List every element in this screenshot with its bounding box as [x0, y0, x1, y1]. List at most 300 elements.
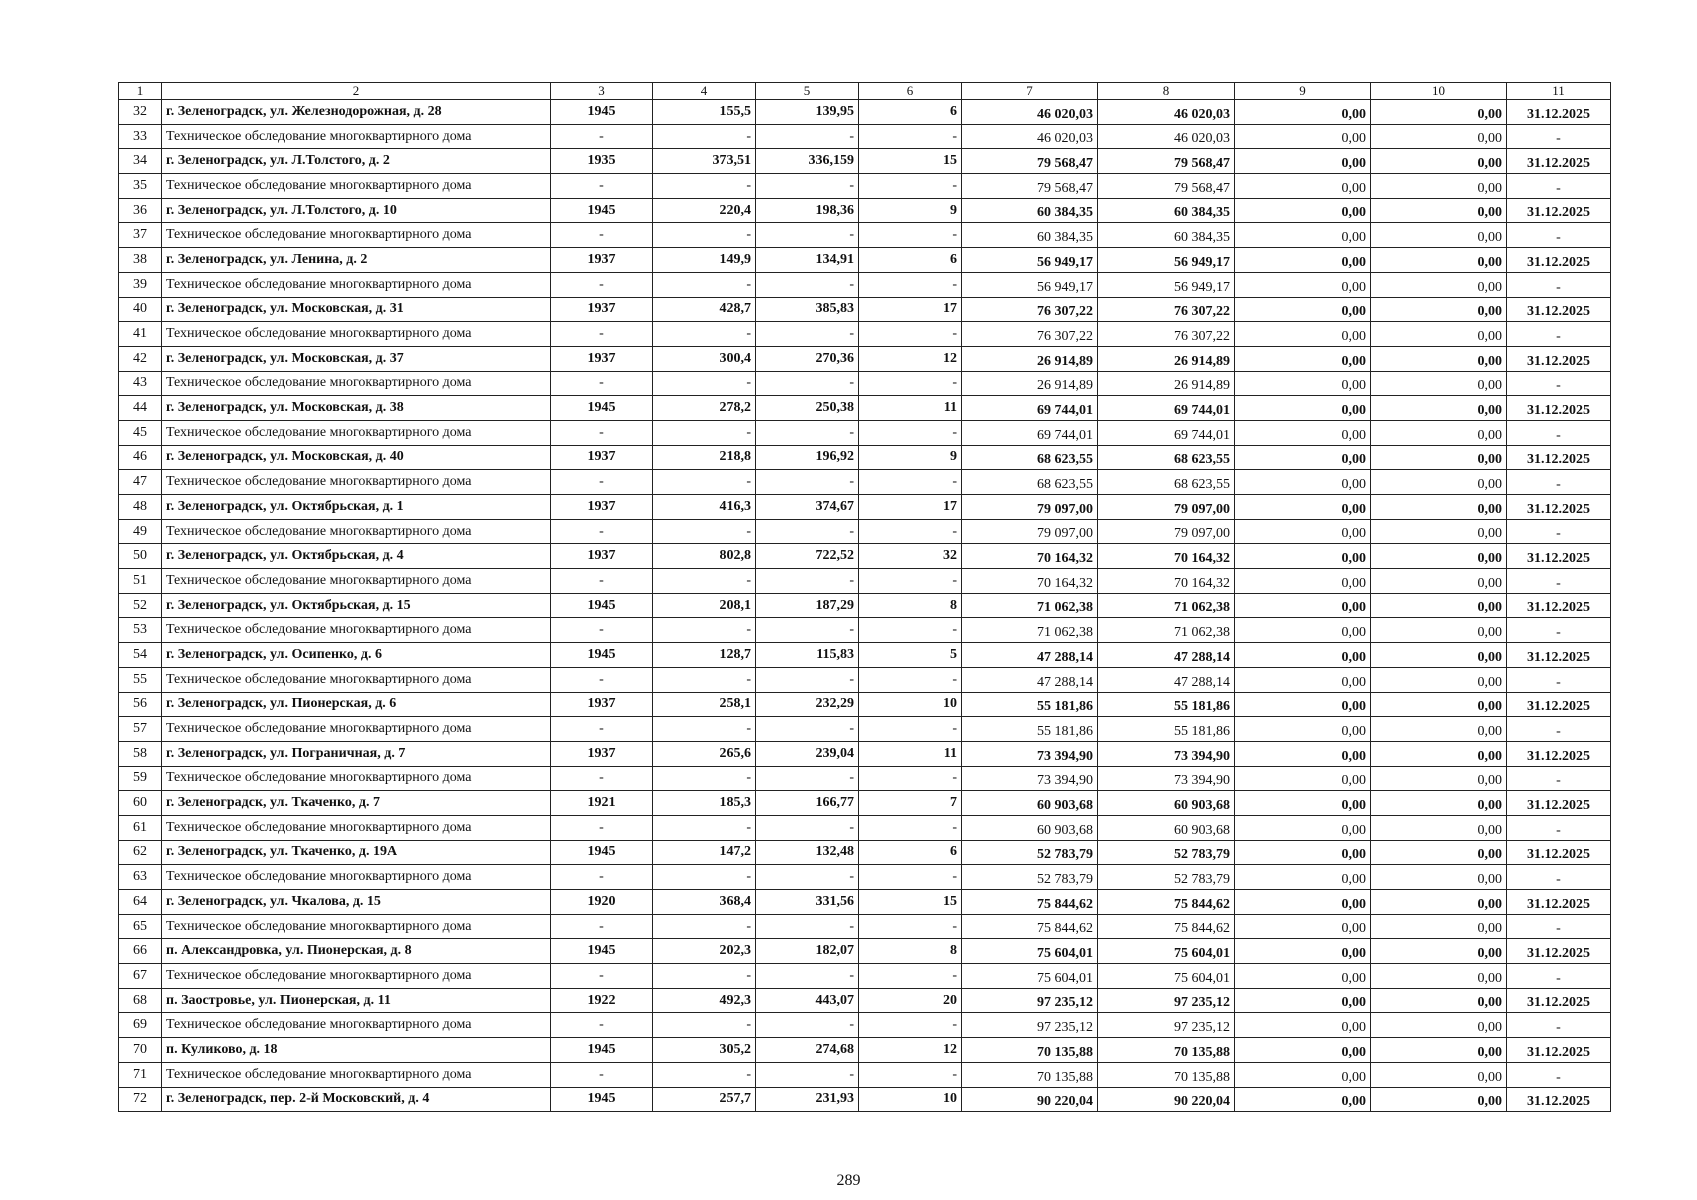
fund-cost-cell: 75 844,62 [1098, 890, 1235, 915]
residents-count-cell: - [859, 519, 962, 544]
living-area-cell: 166,77 [756, 791, 859, 816]
fund-cost-cell: 76 307,22 [1098, 297, 1235, 322]
other-cost-cell: 0,00 [1371, 643, 1507, 668]
completion-date-cell: - [1507, 174, 1611, 199]
total-cost-cell: 70 164,32 [962, 544, 1098, 569]
completion-date-cell: 31.12.2025 [1507, 1087, 1611, 1112]
living-area-cell: 385,83 [756, 297, 859, 322]
total-cost-cell: 60 384,35 [962, 198, 1098, 223]
budget-cost-cell: 0,00 [1235, 717, 1371, 742]
total-cost-cell: 79 568,47 [962, 149, 1098, 174]
total-area-cell: - [653, 964, 756, 989]
fund-cost-cell: 79 568,47 [1098, 149, 1235, 174]
other-cost-cell: 0,00 [1371, 124, 1507, 149]
row-number-cell: 67 [119, 964, 162, 989]
year-built-cell: 1937 [551, 248, 653, 273]
total-cost-cell: 68 623,55 [962, 445, 1098, 470]
living-area-cell: 250,38 [756, 396, 859, 421]
other-cost-cell: 0,00 [1371, 717, 1507, 742]
other-cost-cell: 0,00 [1371, 248, 1507, 273]
address-name-cell: Техническое обследование многоквартирного дома [162, 272, 551, 297]
address-name-cell: Техническое обследование многоквартирного дома [162, 569, 551, 594]
house-row [119, 396, 1611, 421]
residents-count-cell: - [859, 914, 962, 939]
total-cost-cell: 60 384,35 [962, 223, 1098, 248]
other-cost-cell: 0,00 [1371, 569, 1507, 594]
total-cost-cell: 47 288,14 [962, 667, 1098, 692]
living-area-cell: - [756, 865, 859, 890]
completion-date-cell: 31.12.2025 [1507, 840, 1611, 865]
house-row [119, 544, 1611, 569]
house-row [119, 643, 1611, 668]
year-built-cell: - [551, 964, 653, 989]
other-cost-cell: 0,00 [1371, 1087, 1507, 1112]
row-number-cell: 57 [119, 717, 162, 742]
page-number: 289 [836, 1172, 861, 1189]
residents-count-cell: - [859, 717, 962, 742]
house-row [119, 149, 1611, 174]
row-number-cell: 39 [119, 272, 162, 297]
column-number: 9 [1235, 83, 1371, 100]
living-area-cell: 443,07 [756, 988, 859, 1013]
residents-count-cell: 12 [859, 1038, 962, 1063]
residents-count-cell: 15 [859, 149, 962, 174]
completion-date-cell: 31.12.2025 [1507, 791, 1611, 816]
column-number: 11 [1507, 83, 1611, 100]
living-area-cell: - [756, 1013, 859, 1038]
house-row [119, 988, 1611, 1013]
completion-date-cell: - [1507, 766, 1611, 791]
fund-cost-cell: 68 623,55 [1098, 470, 1235, 495]
fund-cost-cell: 26 914,89 [1098, 346, 1235, 371]
fund-cost-cell: 60 903,68 [1098, 815, 1235, 840]
year-built-cell: - [551, 420, 653, 445]
work-row [119, 470, 1611, 495]
fund-cost-cell: 60 903,68 [1098, 791, 1235, 816]
total-area-cell: 368,4 [653, 890, 756, 915]
other-cost-cell: 0,00 [1371, 519, 1507, 544]
living-area-cell: 274,68 [756, 1038, 859, 1063]
other-cost-cell: 0,00 [1371, 840, 1507, 865]
residents-count-cell: 10 [859, 1087, 962, 1112]
row-number-cell: 68 [119, 988, 162, 1013]
other-cost-cell: 0,00 [1371, 964, 1507, 989]
completion-date-cell: - [1507, 223, 1611, 248]
year-built-cell: 1937 [551, 297, 653, 322]
fund-cost-cell: 52 783,79 [1098, 840, 1235, 865]
house-row [119, 593, 1611, 618]
address-name-cell: г. Зеленоградск, ул. Железнодорожная, д. 28 [162, 100, 551, 125]
table-body [119, 83, 1611, 1112]
address-name-cell: Техническое обследование многоквартирного дома [162, 420, 551, 445]
total-area-cell: - [653, 322, 756, 347]
residents-count-cell: - [859, 223, 962, 248]
address-name-cell: г. Зеленоградск, пер. 2-й Московский, д. 4 [162, 1087, 551, 1112]
house-row [119, 495, 1611, 520]
fund-cost-cell: 70 164,32 [1098, 544, 1235, 569]
total-area-cell: - [653, 667, 756, 692]
row-number-cell: 63 [119, 865, 162, 890]
total-cost-cell: 55 181,86 [962, 717, 1098, 742]
other-cost-cell: 0,00 [1371, 939, 1507, 964]
other-cost-cell: 0,00 [1371, 593, 1507, 618]
living-area-cell: - [756, 618, 859, 643]
row-number-cell: 48 [119, 495, 162, 520]
other-cost-cell: 0,00 [1371, 741, 1507, 766]
work-row [119, 519, 1611, 544]
budget-cost-cell: 0,00 [1235, 223, 1371, 248]
year-built-cell: - [551, 371, 653, 396]
budget-cost-cell: 0,00 [1235, 766, 1371, 791]
address-name-cell: Техническое обследование многоквартирного дома [162, 865, 551, 890]
address-name-cell: г. Зеленоградск, ул. Пограничная, д. 7 [162, 741, 551, 766]
budget-cost-cell: 0,00 [1235, 445, 1371, 470]
total-area-cell: - [653, 124, 756, 149]
house-row [119, 248, 1611, 273]
year-built-cell: - [551, 717, 653, 742]
budget-cost-cell: 0,00 [1235, 124, 1371, 149]
total-area-cell: 220,4 [653, 198, 756, 223]
budget-cost-cell: 0,00 [1235, 741, 1371, 766]
budget-cost-cell: 0,00 [1235, 618, 1371, 643]
residents-count-cell: 8 [859, 939, 962, 964]
year-built-cell: - [551, 322, 653, 347]
address-name-cell: Техническое обследование многоквартирного дома [162, 914, 551, 939]
living-area-cell: 374,67 [756, 495, 859, 520]
total-area-cell: - [653, 865, 756, 890]
other-cost-cell: 0,00 [1371, 544, 1507, 569]
other-cost-cell: 0,00 [1371, 174, 1507, 199]
completion-date-cell: - [1507, 519, 1611, 544]
total-cost-cell: 73 394,90 [962, 766, 1098, 791]
work-row [119, 964, 1611, 989]
address-name-cell: Техническое обследование многоквартирного дома [162, 618, 551, 643]
row-number-cell: 45 [119, 420, 162, 445]
other-cost-cell: 0,00 [1371, 100, 1507, 125]
fund-cost-cell: 56 949,17 [1098, 272, 1235, 297]
budget-cost-cell: 0,00 [1235, 964, 1371, 989]
year-built-cell: 1945 [551, 840, 653, 865]
work-row [119, 815, 1611, 840]
address-name-cell: г. Зеленоградск, ул. Московская, д. 40 [162, 445, 551, 470]
total-area-cell: - [653, 914, 756, 939]
column-number: 6 [859, 83, 962, 100]
column-number: 7 [962, 83, 1098, 100]
total-cost-cell: 60 903,68 [962, 791, 1098, 816]
budget-cost-cell: 0,00 [1235, 1038, 1371, 1063]
total-area-cell: - [653, 1062, 756, 1087]
residents-count-cell: - [859, 1013, 962, 1038]
year-built-cell: - [551, 124, 653, 149]
row-number-cell: 34 [119, 149, 162, 174]
other-cost-cell: 0,00 [1371, 272, 1507, 297]
budget-cost-cell: 0,00 [1235, 593, 1371, 618]
total-area-cell: 128,7 [653, 643, 756, 668]
row-number-cell: 47 [119, 470, 162, 495]
living-area-cell: - [756, 174, 859, 199]
residents-count-cell: 7 [859, 791, 962, 816]
fund-cost-cell: 71 062,38 [1098, 593, 1235, 618]
column-number: 3 [551, 83, 653, 100]
address-name-cell: г. Зеленоградск, ул. Л.Толстого, д. 2 [162, 149, 551, 174]
living-area-cell: - [756, 519, 859, 544]
row-number-cell: 35 [119, 174, 162, 199]
address-name-cell: п. Куликово, д. 18 [162, 1038, 551, 1063]
total-cost-cell: 97 235,12 [962, 988, 1098, 1013]
completion-date-cell: 31.12.2025 [1507, 544, 1611, 569]
year-built-cell: - [551, 914, 653, 939]
total-cost-cell: 46 020,03 [962, 100, 1098, 125]
address-name-cell: Техническое обследование многоквартирного дома [162, 223, 551, 248]
budget-cost-cell: 0,00 [1235, 470, 1371, 495]
year-built-cell: 1945 [551, 1087, 653, 1112]
other-cost-cell: 0,00 [1371, 223, 1507, 248]
year-built-cell: 1945 [551, 396, 653, 421]
budget-cost-cell: 0,00 [1235, 988, 1371, 1013]
residents-count-cell: - [859, 569, 962, 594]
total-area-cell: 202,3 [653, 939, 756, 964]
house-row [119, 890, 1611, 915]
other-cost-cell: 0,00 [1371, 445, 1507, 470]
other-cost-cell: 0,00 [1371, 346, 1507, 371]
budget-cost-cell: 0,00 [1235, 519, 1371, 544]
budget-cost-cell: 0,00 [1235, 643, 1371, 668]
work-row [119, 667, 1611, 692]
total-cost-cell: 79 097,00 [962, 495, 1098, 520]
fund-cost-cell: 76 307,22 [1098, 322, 1235, 347]
year-built-cell: - [551, 174, 653, 199]
total-cost-cell: 26 914,89 [962, 371, 1098, 396]
fund-cost-cell: 97 235,12 [1098, 988, 1235, 1013]
house-row [119, 741, 1611, 766]
fund-cost-cell: 52 783,79 [1098, 865, 1235, 890]
residents-count-cell: 32 [859, 544, 962, 569]
completion-date-cell: 31.12.2025 [1507, 297, 1611, 322]
fund-cost-cell: 69 744,01 [1098, 420, 1235, 445]
living-area-cell: - [756, 717, 859, 742]
living-area-cell: 182,07 [756, 939, 859, 964]
residents-count-cell: - [859, 766, 962, 791]
other-cost-cell: 0,00 [1371, 667, 1507, 692]
total-cost-cell: 75 604,01 [962, 964, 1098, 989]
fund-cost-cell: 68 623,55 [1098, 445, 1235, 470]
residents-count-cell: 6 [859, 248, 962, 273]
total-area-cell: - [653, 618, 756, 643]
address-name-cell: г. Зеленоградск, ул. Октябрьская, д. 1 [162, 495, 551, 520]
address-name-cell: г. Зеленоградск, ул. Октябрьская, д. 15 [162, 593, 551, 618]
other-cost-cell: 0,00 [1371, 470, 1507, 495]
address-name-cell: Техническое обследование многоквартирного дома [162, 371, 551, 396]
completion-date-cell: - [1507, 717, 1611, 742]
column-number: 10 [1371, 83, 1507, 100]
total-cost-cell: 75 844,62 [962, 890, 1098, 915]
row-number-cell: 55 [119, 667, 162, 692]
budget-cost-cell: 0,00 [1235, 198, 1371, 223]
fund-cost-cell: 46 020,03 [1098, 124, 1235, 149]
year-built-cell: - [551, 223, 653, 248]
living-area-cell: - [756, 470, 859, 495]
row-number-cell: 33 [119, 124, 162, 149]
row-number-cell: 38 [119, 248, 162, 273]
total-cost-cell: 56 949,17 [962, 272, 1098, 297]
address-name-cell: г. Зеленоградск, ул. Чкалова, д. 15 [162, 890, 551, 915]
house-row [119, 445, 1611, 470]
budget-cost-cell: 0,00 [1235, 1013, 1371, 1038]
total-cost-cell: 71 062,38 [962, 618, 1098, 643]
completion-date-cell: 31.12.2025 [1507, 643, 1611, 668]
other-cost-cell: 0,00 [1371, 198, 1507, 223]
address-name-cell: г. Зеленоградск, ул. Московская, д. 37 [162, 346, 551, 371]
fund-cost-cell: 79 097,00 [1098, 495, 1235, 520]
total-cost-cell: 76 307,22 [962, 322, 1098, 347]
budget-cost-cell: 0,00 [1235, 544, 1371, 569]
residents-count-cell: 17 [859, 297, 962, 322]
work-row [119, 569, 1611, 594]
row-number-cell: 40 [119, 297, 162, 322]
year-built-cell: 1921 [551, 791, 653, 816]
budget-cost-cell: 0,00 [1235, 914, 1371, 939]
year-built-cell: - [551, 618, 653, 643]
budget-cost-cell: 0,00 [1235, 890, 1371, 915]
fund-cost-cell: 73 394,90 [1098, 766, 1235, 791]
fund-cost-cell: 55 181,86 [1098, 717, 1235, 742]
row-number-cell: 52 [119, 593, 162, 618]
fund-cost-cell: 70 164,32 [1098, 569, 1235, 594]
address-name-cell: г. Зеленоградск, ул. Ткаченко, д. 19А [162, 840, 551, 865]
total-area-cell: - [653, 420, 756, 445]
budget-cost-cell: 0,00 [1235, 149, 1371, 174]
total-area-cell: 305,2 [653, 1038, 756, 1063]
column-number: 2 [162, 83, 551, 100]
fund-cost-cell: 26 914,89 [1098, 371, 1235, 396]
year-built-cell: 1945 [551, 198, 653, 223]
total-area-cell: 416,3 [653, 495, 756, 520]
completion-date-cell: 31.12.2025 [1507, 939, 1611, 964]
house-row [119, 692, 1611, 717]
residents-count-cell: - [859, 865, 962, 890]
total-cost-cell: 60 903,68 [962, 815, 1098, 840]
living-area-cell: - [756, 569, 859, 594]
residents-count-cell: - [859, 371, 962, 396]
total-cost-cell: 79 568,47 [962, 174, 1098, 199]
house-row [119, 346, 1611, 371]
total-area-cell: - [653, 272, 756, 297]
total-area-cell: 373,51 [653, 149, 756, 174]
total-cost-cell: 56 949,17 [962, 248, 1098, 273]
living-area-cell: - [756, 371, 859, 396]
row-number-cell: 49 [119, 519, 162, 544]
year-built-cell: - [551, 667, 653, 692]
work-row [119, 174, 1611, 199]
total-cost-cell: 90 220,04 [962, 1087, 1098, 1112]
total-cost-cell: 76 307,22 [962, 297, 1098, 322]
total-area-cell: - [653, 174, 756, 199]
residents-count-cell: - [859, 420, 962, 445]
year-built-cell: 1937 [551, 495, 653, 520]
row-number-cell: 50 [119, 544, 162, 569]
address-name-cell: г. Зеленоградск, ул. Московская, д. 38 [162, 396, 551, 421]
other-cost-cell: 0,00 [1371, 766, 1507, 791]
year-built-cell: 1937 [551, 445, 653, 470]
residents-count-cell: 8 [859, 593, 962, 618]
residents-count-cell: 12 [859, 346, 962, 371]
work-row [119, 1062, 1611, 1087]
address-name-cell: Техническое обследование многоквартирного дома [162, 124, 551, 149]
completion-date-cell: 31.12.2025 [1507, 100, 1611, 125]
total-cost-cell: 75 844,62 [962, 914, 1098, 939]
total-area-cell: 185,3 [653, 791, 756, 816]
work-row [119, 914, 1611, 939]
house-row [119, 840, 1611, 865]
residents-count-cell: 10 [859, 692, 962, 717]
completion-date-cell: - [1507, 272, 1611, 297]
total-area-cell: 258,1 [653, 692, 756, 717]
year-built-cell: - [551, 569, 653, 594]
other-cost-cell: 0,00 [1371, 1013, 1507, 1038]
year-built-cell: 1937 [551, 346, 653, 371]
total-area-cell: 492,3 [653, 988, 756, 1013]
row-number-cell: 36 [119, 198, 162, 223]
column-number: 5 [756, 83, 859, 100]
fund-cost-cell: 47 288,14 [1098, 667, 1235, 692]
other-cost-cell: 0,00 [1371, 297, 1507, 322]
fund-cost-cell: 69 744,01 [1098, 396, 1235, 421]
total-cost-cell: 52 783,79 [962, 865, 1098, 890]
completion-date-cell: 31.12.2025 [1507, 988, 1611, 1013]
other-cost-cell: 0,00 [1371, 420, 1507, 445]
fund-cost-cell: 46 020,03 [1098, 100, 1235, 125]
house-row [119, 1038, 1611, 1063]
living-area-cell: - [756, 766, 859, 791]
house-row [119, 791, 1611, 816]
total-cost-cell: 69 744,01 [962, 396, 1098, 421]
address-name-cell: Техническое обследование многоквартирного дома [162, 174, 551, 199]
other-cost-cell: 0,00 [1371, 322, 1507, 347]
row-number-cell: 65 [119, 914, 162, 939]
row-number-cell: 43 [119, 371, 162, 396]
other-cost-cell: 0,00 [1371, 865, 1507, 890]
living-area-cell: 132,48 [756, 840, 859, 865]
fund-cost-cell: 75 604,01 [1098, 964, 1235, 989]
total-cost-cell: 73 394,90 [962, 741, 1098, 766]
total-area-cell: 149,9 [653, 248, 756, 273]
house-row [119, 939, 1611, 964]
total-area-cell: - [653, 569, 756, 594]
row-number-cell: 59 [119, 766, 162, 791]
completion-date-cell: 31.12.2025 [1507, 396, 1611, 421]
living-area-cell: 187,29 [756, 593, 859, 618]
completion-date-cell: 31.12.2025 [1507, 593, 1611, 618]
other-cost-cell: 0,00 [1371, 495, 1507, 520]
year-built-cell: 1945 [551, 939, 653, 964]
living-area-cell: - [756, 272, 859, 297]
budget-cost-cell: 0,00 [1235, 815, 1371, 840]
living-area-cell: - [756, 914, 859, 939]
residents-count-cell: - [859, 815, 962, 840]
total-area-cell: - [653, 815, 756, 840]
row-number-cell: 64 [119, 890, 162, 915]
total-cost-cell: 75 604,01 [962, 939, 1098, 964]
fund-cost-cell: 75 844,62 [1098, 914, 1235, 939]
budget-cost-cell: 0,00 [1235, 420, 1371, 445]
address-name-cell: Техническое обследование многоквартирного дома [162, 667, 551, 692]
total-area-cell: - [653, 717, 756, 742]
year-built-cell: 1945 [551, 100, 653, 125]
total-area-cell: 257,7 [653, 1087, 756, 1112]
budget-cost-cell: 0,00 [1235, 667, 1371, 692]
total-cost-cell: 70 164,32 [962, 569, 1098, 594]
work-row [119, 420, 1611, 445]
